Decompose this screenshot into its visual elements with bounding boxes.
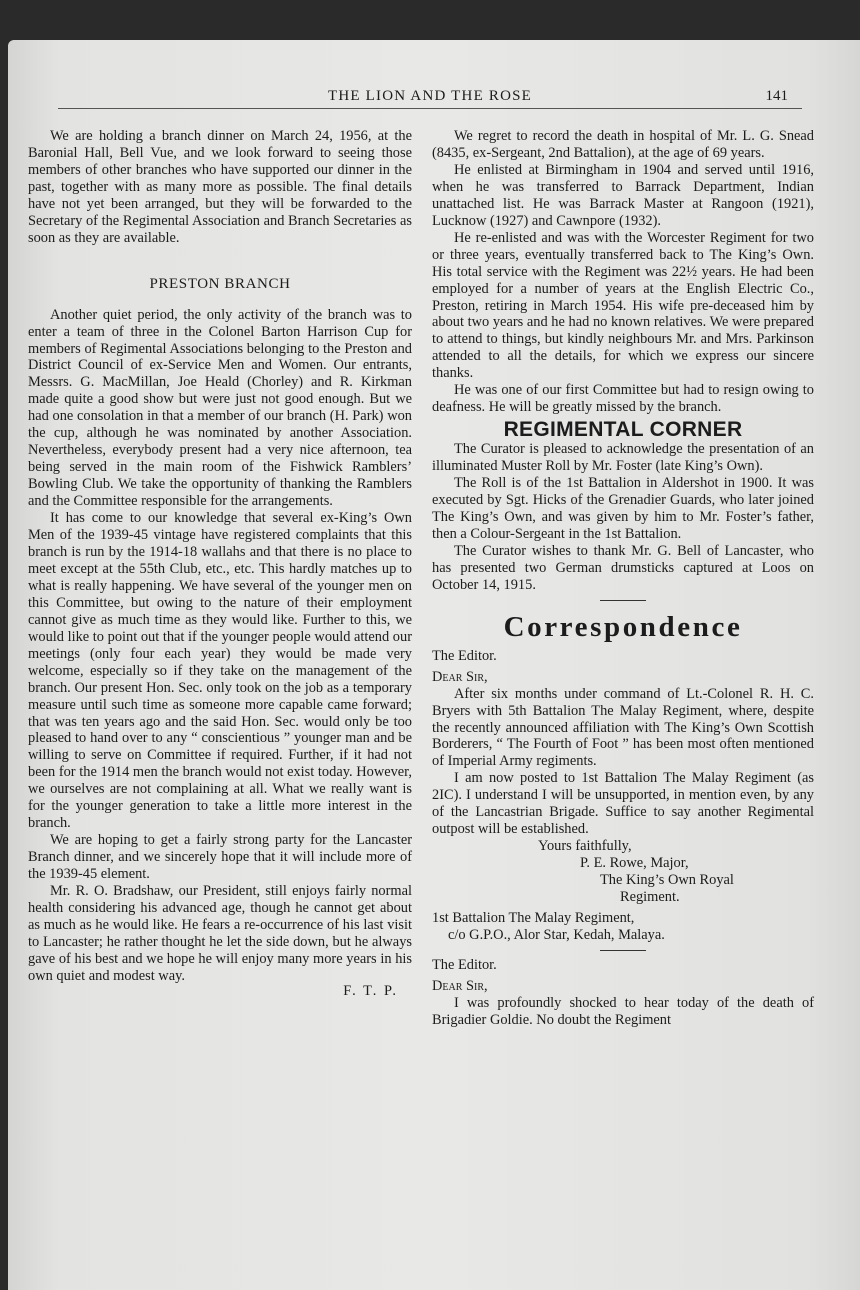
paragraph: It has come to our knowledge that several ex-King’s Own Men of the 1939-45 vintage have registered complaints that this branch is run by the 1914-18 wallahs and that there is no place to meet except at the 55th Club, etc., etc. This hardly matches up to what is really happening. We have several of the younger men on this Committee, but owing to the nature of their employment cannot give as much time as they would like. Further to this, we would like to point out that if the younger people would attend our meetings (only four each year) they would be made very welcome, especially so if they take on the management of the branch. Our present Hon. Sec. only took on the job as a temporary measure until such time as someone more capable came forward; that was ten years ago and the said Hon. Sec. would only be too pleased to hand over to any “ conscientious ” younger man and be willing to serve on Committee if required. Further, if it had not been for the 1914 men the branch would not exist today. However, we ourselves are not complaining at all. What we really want is for the younger generation to take a little more interest in the branch. xyxy=(28,510,412,832)
obituary-paragraph: We regret to record the death in hospital of Mr. L. G. Snead (8435, ex-Sergeant, 2nd Battalion), at the age of 69 years. xyxy=(432,128,814,161)
letter-recipient: The Editor. xyxy=(432,647,497,664)
obituary-paragraph: He was one of our first Committee but had to resign owing to deafness. He will be greatly missed by the branch. xyxy=(432,382,814,416)
section-divider xyxy=(600,600,646,601)
obituary-paragraph: He enlisted at Birmingham in 1904 and served until 1916, when he was transferred to Barrack Department, Indian unattached list. He was Barrack Master at Rangoon (1921), Lucknow (1927) and Cawnpore (1932). xyxy=(432,161,814,229)
letter-closing: Yours faithfully, xyxy=(538,838,632,855)
document-page xyxy=(8,40,860,1290)
signoff-initials: F. T. P. xyxy=(343,982,398,999)
corner-paragraph: The Roll is of the 1st Battalion in Aldershot in 1900. It was executed by Sgt. Hicks of the Grenadier Guards, who later joined The King’s Own, and was given by him to Mr. Foster’s father, then a Colour-Sergeant in the 1st Battalion. xyxy=(432,475,814,542)
letter-paragraph: I was profoundly shocked to hear today of the death of Brigadier Goldie. No doubt the Regiment xyxy=(432,994,814,1028)
signature-regiment: The King’s Own Royal xyxy=(600,872,734,889)
regimental-corner-heading: REGIMENTAL CORNER xyxy=(503,418,743,442)
signature-regiment-cont: Regiment. xyxy=(620,889,680,906)
obituary-paragraph: He re-enlisted and was with the Worcester Regiment for two or three years, eventually transferred back to The King’s Own. His total service with the Regiment was 22½ years. He had been employed for a number of years at the English Electric Co., Preston, retiring in March 1954. His wife pre-deceased him by about two years and he had no known relatives. We were prepared to attend to things, but kindly neighbours Mr. and Mrs. Parkinson attended to all the details, for which we express our sincere thanks. xyxy=(432,229,814,382)
page-number: 141 xyxy=(765,88,788,104)
letter-paragraph: After six months under command of Lt.-Colonel R. H. C. Bryers with 5th Battalion The Malay Regiment, where, despite the recently announced affiliation with The King’s Own Scottish Borderers, “ The Fourth of Foot ” has been most often mentioned of Imperial Army regiments. xyxy=(432,685,814,770)
letter-divider xyxy=(600,950,646,951)
paragraph: We are hoping to get a fairly strong party for the Lancaster Branch dinner, and we sincerely hope that it will include more of the 1939-45 element. xyxy=(28,832,412,883)
letter-salutation: Dear Sir, xyxy=(432,977,488,994)
paragraph: Another quiet period, the only activity of the branch was to enter a team of three in the Colonel Barton Harrison Cup for members of Regimental Associations belonging to the Preston and District Council of ex-Service Men and Women. Our entrants, Messrs. G. MacMillan, Joe Heald (Chorley) and R. Kirkman made quite a good show but were just not good enough. But we had one consolation in that a member of our branch (H. Park) won the cup, although he was nominated by another Association. Nevertheless, everybody present had a very nice afternoon, tea being served in the main room of the Fishwick Ramblers’ Bowling Club. We take the opportunity of thanking the Ramblers and the Committee responsible for the arrangements. xyxy=(28,306,412,510)
letter-recipient: The Editor. xyxy=(432,956,497,973)
corner-paragraph: The Curator wishes to thank Mr. G. Bell of Lancaster, who has presented two German drumsticks captured at Loos on October 14, 1915. xyxy=(432,542,814,593)
running-header xyxy=(58,86,802,109)
publication-title: THE LION AND THE ROSE xyxy=(327,88,533,104)
letter-salutation: Dear Sir, xyxy=(432,668,488,685)
preston-branch-heading: PRESTON BRANCH xyxy=(149,275,291,292)
letter-address: 1st Battalion The Malay Regiment, xyxy=(432,909,635,926)
branch-dinner-paragraph: We are holding a branch dinner on March 24, 1956, at the Baronial Hall, Bell Vue, and we look forward to seeing those members of other branches who have supported our dinner in the past, together with as many more as possible. The final details have not yet been arranged, but they will be forwarded to the Secretary of the Regimental Association and Branch Secretaries as soon as they are available. xyxy=(28,128,412,246)
letter-address-cont: c/o G.P.O., Alor Star, Kedah, Malaya. xyxy=(448,926,665,943)
correspondence-heading: Correspondence xyxy=(503,610,743,643)
letter-signature: P. E. Rowe, Major, xyxy=(580,855,689,872)
paragraph: Mr. R. O. Bradshaw, our President, still enjoys fairly normal health considering his advanced age, though he cannot get about as much as he would like. He fears a re-occurrence of his last visit to Lancaster; he rather thought he let the side down, but he always gave of his best and we hope he will enjoy many more years in his own quiet and modest way. xyxy=(28,883,412,984)
left-column xyxy=(28,128,412,1000)
letter-paragraph: I am now posted to 1st Battalion The Malay Regiment (as 2IC). I understand I will be unsupported, in mention even, by any of the Lancastrian Brigade. Suffice to say another Regimental outpost will be established. xyxy=(432,770,814,838)
corner-paragraph: The Curator is pleased to acknowledge the presentation of an illuminated Muster Roll by Mr. Foster (late King’s Own). xyxy=(432,441,814,475)
right-column xyxy=(432,128,814,1029)
